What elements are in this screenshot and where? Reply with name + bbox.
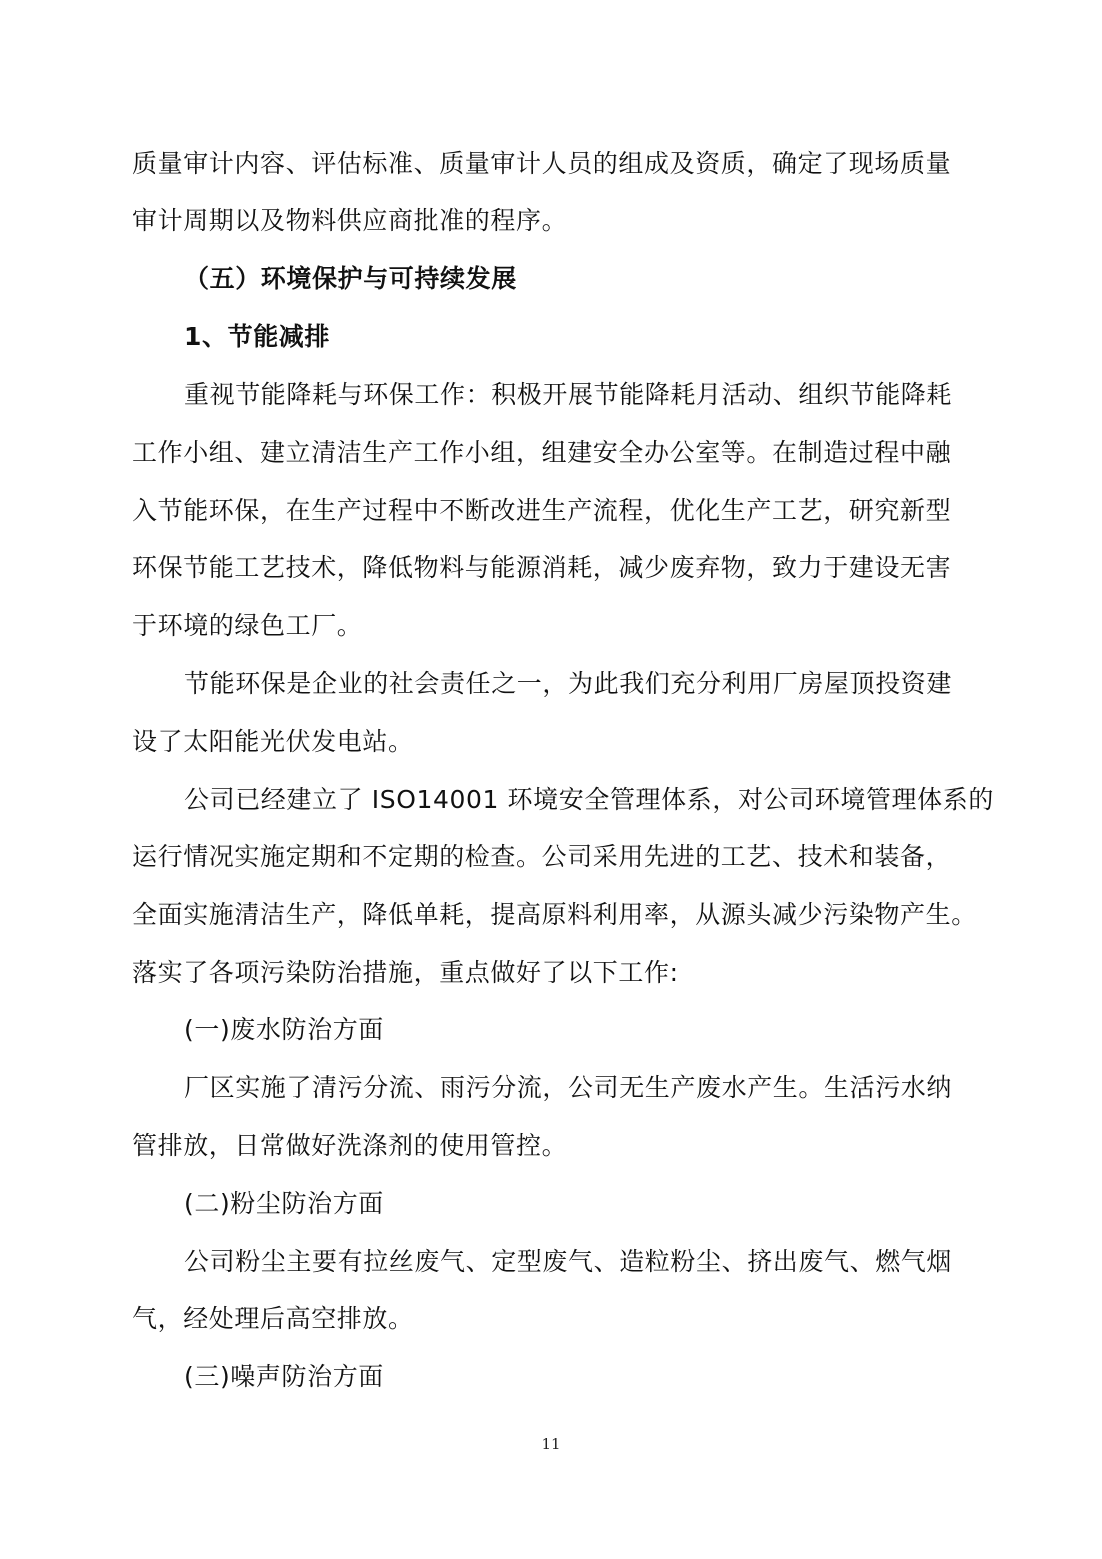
- body-text-line: 于环境的绿色工厂。: [132, 611, 363, 640]
- paragraph-first-line: 公司已经建立了 ISO14001 环境安全管理体系，对公司环境管理体系的: [184, 785, 994, 814]
- body-text-line: 落实了各项污染防治措施，重点做好了以下工作:: [132, 958, 679, 987]
- section-heading: （五）环境保护与可持续发展: [184, 264, 517, 293]
- body-text-line: 设了太阳能光伏发电站。: [132, 727, 414, 756]
- page-number: 11: [541, 1435, 561, 1453]
- subsection-heading: 1、节能减排: [184, 322, 330, 351]
- body-text-line: 入节能环保，在生产过程中不断改进生产流程，优化生产工艺，研究新型: [132, 496, 952, 525]
- paragraph-first-line: 厂区实施了清污分流、雨污分流，公司无生产废水产生。生活污水纳: [184, 1073, 953, 1102]
- body-text-line: 环保节能工艺技术，降低物料与能源消耗，减少废弃物，致力于建设无害: [132, 553, 952, 582]
- body-text-line: 审计周期以及物料供应商批准的程序。: [132, 206, 568, 235]
- body-text-line: 质量审计内容、评估标准、质量审计人员的组成及资质，确定了现场质量: [132, 149, 952, 178]
- body-text-line: 工作小组、建立清洁生产工作小组，组建安全办公室等。在制造过程中融: [132, 438, 952, 467]
- list-heading: (二)粉尘防治方面: [184, 1189, 384, 1218]
- body-text-line: 运行情况实施定期和不定期的检查。公司采用先进的工艺、技术和装备，: [132, 842, 952, 871]
- body-text-line: 管排放，日常做好洗涤剂的使用管控。: [132, 1131, 568, 1160]
- paragraph-first-line: 公司粉尘主要有拉丝废气、定型废气、造粒粉尘、挤出废气、燃气烟: [184, 1247, 953, 1276]
- paragraph-first-line: 重视节能降耗与环保工作：积极开展节能降耗月活动、组织节能降耗: [184, 380, 953, 409]
- paragraph-first-line: 节能环保是企业的社会责任之一，为此我们充分利用厂房屋顶投资建: [184, 669, 953, 698]
- list-heading: (三)噪声防治方面: [184, 1362, 384, 1391]
- list-heading: (一)废水防治方面: [184, 1015, 384, 1044]
- body-text-line: 全面实施清洁生产，降低单耗，提高原料利用率，从源头减少污染物产生。: [132, 900, 977, 929]
- body-text-line: 气，经处理后高空排放。: [132, 1304, 414, 1333]
